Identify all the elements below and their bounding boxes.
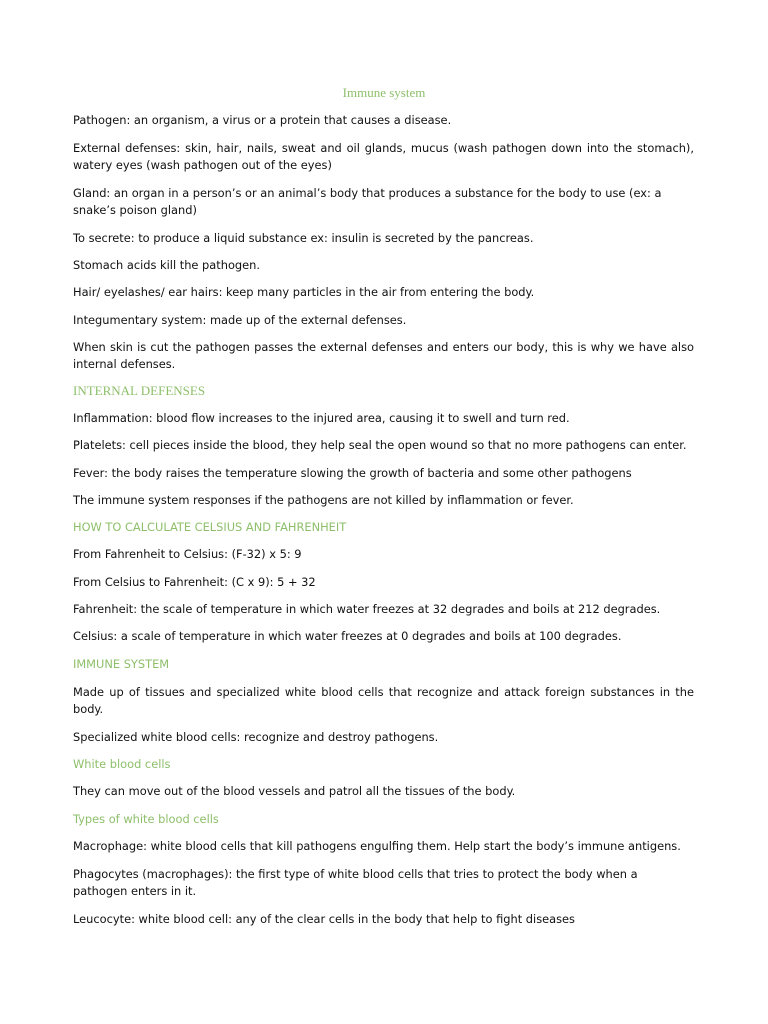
paragraph-inflammation: Inflammation: blood flow increases to the injured area, causing it to swell and turn red.: [73, 411, 570, 425]
paragraph-celsius-definition: Celsius: a scale of temperature in which water freezes at 0 degrades and boils at 100 degrades.: [73, 629, 622, 643]
heading-types-of-white-blood-cells: Types of white blood cells: [73, 812, 219, 826]
paragraph-celsius-to-fahrenheit: From Celsius to Fahrenheit: (C x 9): 5 + 32: [73, 575, 316, 589]
paragraph-phagocytes-line-1: Phagocytes (macrophages): the first type of white blood cells that tries to protect the body when a: [73, 867, 638, 881]
paragraph-specialized-cells: Specialized white blood cells: recognize and destroy pathogens.: [73, 730, 439, 744]
paragraph-move-out: They can move out of the blood vessels and patrol all the tissues of the body.: [73, 784, 516, 798]
paragraph-hair: Hair/ eyelashes/ ear hairs: keep many particles in the air from entering the body.: [73, 285, 535, 299]
paragraph-platelets: Platelets: cell pieces inside the blood, they help seal the open wound so that no more pathogens can enter.: [73, 438, 687, 452]
page-title: Immune system: [342, 85, 426, 100]
paragraph-macrophage: Macrophage: white blood cells that kill pathogens engulfing them. Help start the body’s immune antigens.: [73, 839, 681, 853]
paragraph-made-up-line-1: Made up of tissues and specialized white blood cells that recognize and attack foreign substances in the: [73, 685, 694, 699]
paragraph-gland-line-1: Gland: an organ in a person’s or an animal’s body that produces a substance for the body to use (ex: a: [73, 186, 662, 200]
paragraph-external-defenses-line-2: watery eyes (wash pathogen out of the eyes): [73, 158, 332, 172]
paragraph-secrete: To secrete: to produce a liquid substance ex: insulin is secreted by the pancreas.: [73, 231, 534, 245]
heading-white-blood-cells: White blood cells: [73, 757, 171, 771]
heading-immune-system: IMMUNE SYSTEM: [73, 657, 170, 671]
paragraph-skin-cut-line-2: internal defenses.: [73, 357, 176, 371]
paragraph-stomach-acids: Stomach acids kill the pathogen.: [73, 258, 261, 272]
paragraph-integumentary: Integumentary system: made up of the external defenses.: [73, 313, 407, 327]
paragraph-skin-cut-line-1: When skin is cut the pathogen passes the external defenses and enters our body, this is why we have also: [73, 340, 694, 354]
paragraph-pathogen: Pathogen: an organism, a virus or a protein that causes a disease.: [73, 113, 452, 127]
paragraph-gland-line-2: snake’s poison gland): [73, 203, 197, 217]
paragraph-external-defenses-line-1: External defenses: skin, hair, nails, sweat and oil glands, mucus (wash pathogen down into the stomach),: [73, 141, 694, 155]
paragraph-fahrenheit-definition: Fahrenheit: the scale of temperature in which water freezes at 32 degrades and boils at 212 degrades.: [73, 602, 661, 616]
paragraph-immune-response: The immune system responses if the pathogens are not killed by inflammation or fever.: [73, 493, 574, 507]
heading-celsius-fahrenheit: HOW TO CALCULATE CELSIUS AND FAHRENHEIT: [73, 520, 347, 534]
heading-internal-defenses: INTERNAL DEFENSES: [73, 383, 206, 398]
paragraph-made-up-line-2: body.: [73, 702, 104, 716]
paragraph-phagocytes-line-2: pathogen enters in it.: [73, 884, 197, 898]
paragraph-leucocyte: Leucocyte: white blood cell: any of the clear cells in the body that help to fight diseases: [73, 912, 575, 926]
paragraph-fever: Fever: the body raises the temperature slowing the growth of bacteria and some other pathogens: [73, 466, 632, 480]
paragraph-fahrenheit-to-celsius: From Fahrenheit to Celsius: (F-32) x 5: 9: [73, 547, 302, 561]
